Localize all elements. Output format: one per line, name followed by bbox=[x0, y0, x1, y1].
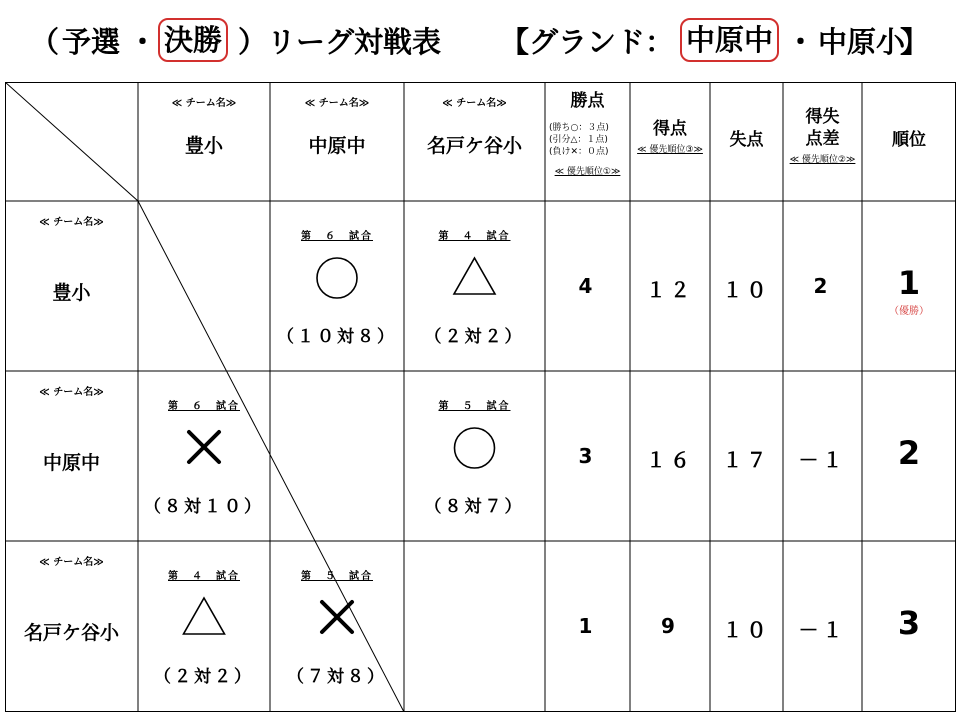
title-ground-selected-circled: 中原中 bbox=[680, 18, 779, 62]
priority-note: ≪ 優先順位②≫ bbox=[789, 155, 856, 165]
title-dot: ・ bbox=[128, 25, 158, 59]
row-team-cell bbox=[5, 201, 138, 371]
team-name-note: ≪ チーム名≫ bbox=[442, 98, 507, 109]
match-cell bbox=[404, 371, 545, 541]
team-name-note: ≪ チーム名≫ bbox=[39, 387, 104, 398]
win-points-label: 勝点 bbox=[570, 91, 605, 111]
title-prelim: 予選 bbox=[62, 25, 121, 59]
title-ground-other: 中原小 bbox=[818, 25, 906, 59]
game-number: 第 ５ 試合 bbox=[301, 571, 373, 582]
rank-label: 順位 bbox=[892, 130, 926, 150]
draw-triangle-icon bbox=[404, 248, 545, 308]
header-goals-for bbox=[630, 82, 710, 201]
rank-cell bbox=[862, 264, 956, 317]
goal-diff-label-1: 得失 bbox=[805, 107, 840, 127]
header-goal-diff bbox=[783, 82, 862, 201]
header-goals-against bbox=[710, 82, 783, 201]
match-score: （２対２） bbox=[424, 327, 525, 347]
goal-diff-value: 2 bbox=[813, 274, 832, 298]
page-title bbox=[0, 0, 960, 82]
win-points-value: 4 bbox=[578, 274, 597, 298]
draw-triangle-icon bbox=[138, 588, 270, 648]
title-close-and-name: ）リーグ対戦表 bbox=[238, 25, 442, 59]
goals-against-value: １０ bbox=[722, 618, 771, 642]
header-rank bbox=[862, 82, 956, 201]
corner-diagonal bbox=[5, 82, 138, 201]
goals-against-label: 失点 bbox=[729, 130, 764, 150]
row-team-name: 中原中 bbox=[42, 452, 100, 474]
rank-cell bbox=[862, 604, 956, 642]
goal-diff-value: －１ bbox=[798, 618, 847, 642]
team-name-note: ≪ チーム名≫ bbox=[171, 98, 237, 109]
match-score: （７対８） bbox=[287, 667, 387, 687]
goals-against-value: １７ bbox=[722, 448, 771, 472]
match-cell bbox=[270, 541, 404, 712]
game-number: 第 ４ 試合 bbox=[438, 231, 511, 242]
goal-diff-label-2: 点差 bbox=[805, 129, 840, 149]
goals-for-value: 9 bbox=[661, 614, 679, 638]
title-open-paren: （ bbox=[30, 25, 60, 59]
win-circle-icon bbox=[270, 248, 404, 308]
title-ground-close: 】 bbox=[900, 25, 930, 59]
rank-value: 3 bbox=[897, 604, 921, 642]
priority-note: ≪ 優先順位①≫ bbox=[554, 167, 621, 177]
header-team-name: 中原中 bbox=[308, 135, 366, 157]
row-team-cell bbox=[5, 371, 138, 541]
priority-note: ≪ 優先順位③≫ bbox=[637, 145, 703, 155]
rank-cell bbox=[862, 434, 956, 472]
game-number: 第 ６ 試合 bbox=[168, 401, 240, 412]
header-team-col-1 bbox=[138, 82, 270, 201]
goal-diff-value: －１ bbox=[798, 448, 847, 472]
loss-cross-icon bbox=[138, 418, 270, 478]
win-points-value: 1 bbox=[578, 614, 597, 638]
match-cell bbox=[404, 201, 545, 371]
game-number: 第 ６ 試合 bbox=[301, 231, 373, 242]
win-circle-icon bbox=[404, 418, 545, 478]
header-win-points bbox=[545, 82, 630, 201]
title-ground-open: 【グランド： bbox=[500, 25, 675, 59]
match-score: （１０対８） bbox=[277, 327, 397, 347]
goals-for-value: １６ bbox=[646, 448, 694, 472]
header-team-col-2 bbox=[270, 82, 404, 201]
loss-cross-icon bbox=[270, 588, 404, 648]
match-cell bbox=[138, 541, 270, 712]
match-score: （８対１０） bbox=[144, 497, 264, 517]
team-name-note: ≪ チーム名≫ bbox=[39, 217, 104, 228]
row-team-name: 豊小 bbox=[52, 282, 91, 304]
win-rule: (勝ち○：３点) bbox=[549, 123, 609, 133]
draw-rule: (引分△：１点) bbox=[549, 135, 608, 145]
match-score: （８対７） bbox=[424, 497, 525, 517]
goals-against-value: １０ bbox=[722, 278, 771, 302]
loss-rule: (負け✕：０点) bbox=[549, 147, 609, 157]
goals-for-value: １２ bbox=[646, 278, 694, 302]
title-dot-2: ・ bbox=[786, 25, 816, 59]
header-team-name: 豊小 bbox=[184, 135, 223, 157]
match-score: （２対２） bbox=[154, 667, 254, 687]
match-cell bbox=[270, 201, 404, 371]
row-team-cell bbox=[5, 541, 138, 712]
team-name-note: ≪ チーム名≫ bbox=[39, 557, 104, 568]
game-number: 第 ５ 試合 bbox=[438, 401, 511, 412]
header-team-col-3 bbox=[404, 82, 545, 201]
rank-value: 1 bbox=[897, 264, 921, 302]
game-number: 第 ４ 試合 bbox=[168, 571, 240, 582]
team-name-note: ≪ チーム名≫ bbox=[304, 98, 370, 109]
champion-note: （優勝） bbox=[889, 306, 929, 317]
match-cell bbox=[138, 371, 270, 541]
league-table bbox=[5, 82, 956, 712]
row-team-name: 名戸ケ谷小 bbox=[23, 622, 119, 644]
rank-value: 2 bbox=[897, 434, 921, 472]
goals-for-label: 得点 bbox=[653, 119, 687, 139]
win-points-value: 3 bbox=[578, 444, 597, 468]
header-team-name: 名戸ケ谷小 bbox=[426, 135, 522, 157]
title-final-circled: 決勝 bbox=[158, 18, 228, 62]
